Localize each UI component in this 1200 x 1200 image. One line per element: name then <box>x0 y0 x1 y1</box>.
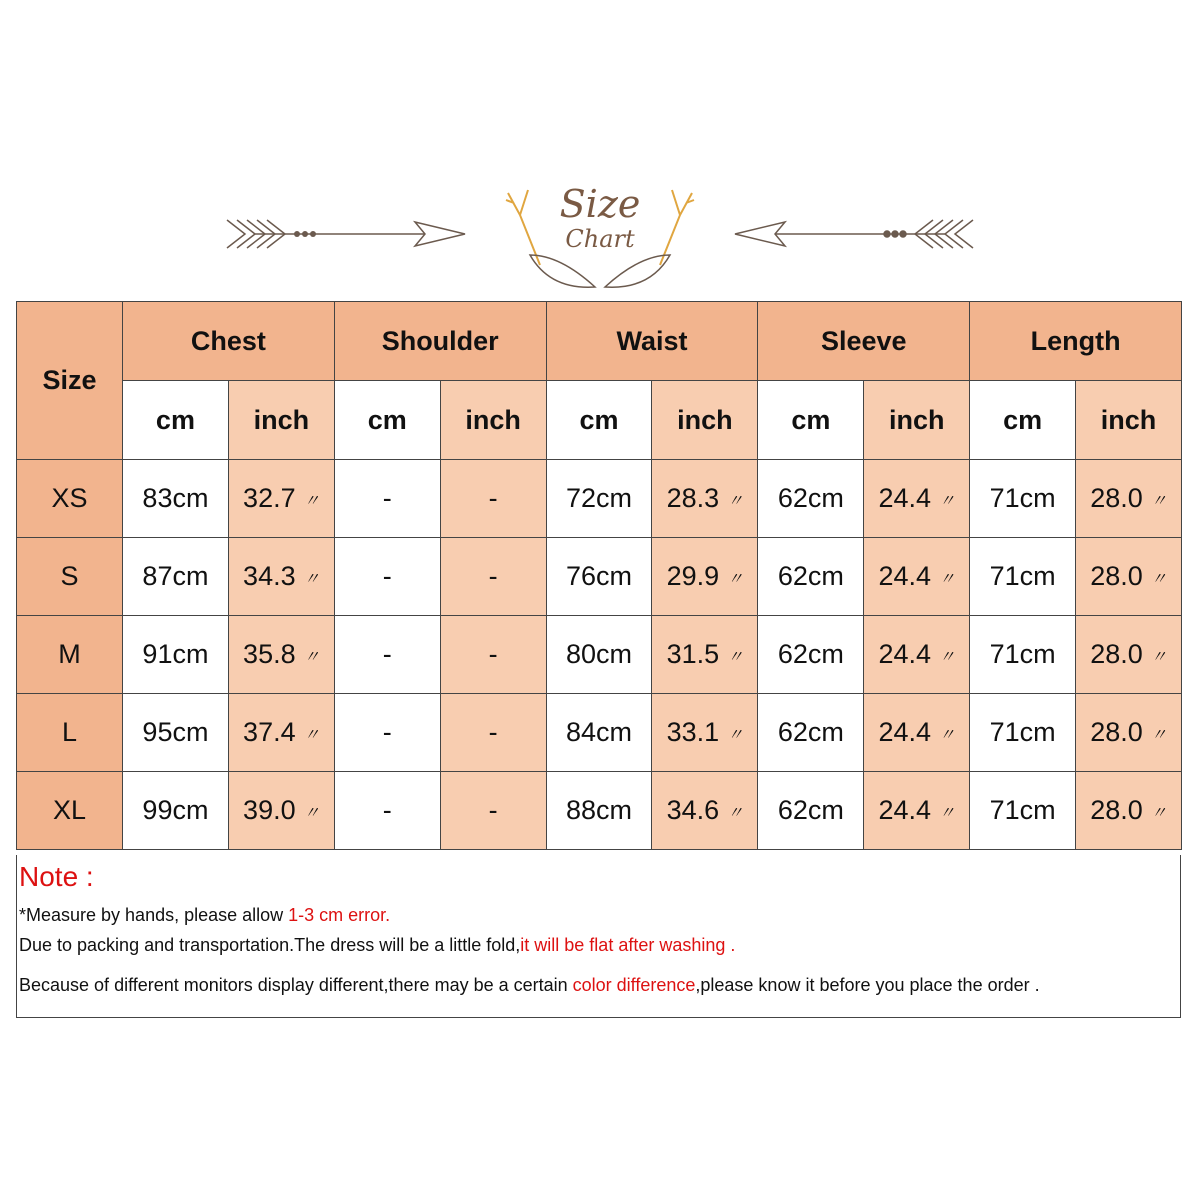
cell-value: 28.0 <box>1090 483 1143 513</box>
cm-cell <box>334 772 440 850</box>
cell-value: 24.4 <box>878 561 931 591</box>
table-row <box>17 538 1182 616</box>
inch-cell <box>652 772 758 850</box>
inch-mark: 〃 <box>939 805 956 823</box>
arrow-right-decoration <box>225 212 470 256</box>
cell-value: 28.0 <box>1090 561 1143 591</box>
inch-mark: 〃 <box>939 649 956 667</box>
svg-text:Size: Size <box>559 182 641 226</box>
inch-subheader: inch <box>864 381 970 460</box>
inch-subheader: inch <box>440 381 546 460</box>
table-row <box>17 616 1182 694</box>
note-highlight: 1-3 cm error. <box>288 905 391 925</box>
inch-mark: 〃 <box>939 571 956 589</box>
cell-value: - <box>488 639 498 669</box>
inch-cell <box>440 772 546 850</box>
arrow-left-decoration <box>730 212 975 256</box>
cm-cell <box>334 460 440 538</box>
cell-value: 71cm <box>989 639 1056 669</box>
cell-value: 32.7 <box>243 483 296 513</box>
inch-cell <box>1076 694 1182 772</box>
cell-value: 28.0 <box>1090 795 1143 825</box>
note-box <box>16 855 1181 1018</box>
size-label: XS <box>17 460 123 538</box>
inch-mark: 〃 <box>939 727 956 745</box>
cell-value: 62cm <box>777 717 844 747</box>
cell-value: 24.4 <box>878 717 931 747</box>
cell-value: 95cm <box>142 717 209 747</box>
cell-value: 31.5 <box>666 639 720 669</box>
inch-mark: 〃 <box>303 493 320 511</box>
cell-value: 35.8 <box>243 639 296 669</box>
note-text: Because of different monitors display different,there may be a certain <box>19 975 573 995</box>
inch-mark: 〃 <box>727 649 744 667</box>
cell-value: 28.0 <box>1090 717 1143 747</box>
inch-mark: 〃 <box>727 493 744 511</box>
cell-value: 71cm <box>989 795 1056 825</box>
svg-text:Chart: Chart <box>565 225 635 253</box>
cell-value: 62cm <box>777 483 844 513</box>
cm-subheader: cm <box>546 381 652 460</box>
note-highlight: color difference <box>572 975 696 995</box>
inch-mark: 〃 <box>303 649 320 667</box>
inch-mark: 〃 <box>1150 727 1167 745</box>
inch-mark: 〃 <box>303 805 320 823</box>
cell-value: 62cm <box>777 795 844 825</box>
waist-header: Waist <box>546 302 758 381</box>
cm-cell <box>123 616 229 694</box>
cm-cell <box>123 772 229 850</box>
cell-value: 71cm <box>989 561 1056 591</box>
cm-subheader: cm <box>334 381 440 460</box>
cm-cell <box>546 460 652 538</box>
cm-cell <box>123 694 229 772</box>
table-row <box>17 460 1182 538</box>
cell-value: 34.6 <box>666 795 720 825</box>
cm-cell <box>123 538 229 616</box>
antler-icon <box>500 175 700 295</box>
cell-value: 87cm <box>142 561 209 591</box>
cm-cell <box>970 616 1076 694</box>
cell-value: 76cm <box>566 561 633 591</box>
note-text: *Measure by hands, please allow <box>19 905 289 925</box>
inch-subheader: inch <box>652 381 758 460</box>
cell-value: - <box>488 561 498 591</box>
cell-value: 99cm <box>142 795 209 825</box>
cell-value: 37.4 <box>243 717 296 747</box>
inch-mark: 〃 <box>727 727 744 745</box>
inch-cell <box>228 538 334 616</box>
cell-value: 24.4 <box>878 795 931 825</box>
size-label: M <box>17 616 123 694</box>
inch-mark: 〃 <box>727 571 744 589</box>
cm-subheader: cm <box>123 381 229 460</box>
size-header: Size <box>17 302 123 460</box>
inch-cell <box>440 460 546 538</box>
cm-cell <box>546 538 652 616</box>
cell-value: 34.3 <box>243 561 296 591</box>
cm-cell <box>970 538 1076 616</box>
cm-cell <box>546 772 652 850</box>
inch-cell <box>652 616 758 694</box>
cm-cell <box>758 538 864 616</box>
cm-cell <box>758 460 864 538</box>
cm-cell <box>546 616 652 694</box>
cm-cell <box>758 616 864 694</box>
inch-cell <box>652 460 758 538</box>
inch-cell <box>1076 616 1182 694</box>
inch-cell <box>228 694 334 772</box>
inch-cell <box>864 616 970 694</box>
inch-cell <box>1076 460 1182 538</box>
cm-cell <box>546 694 652 772</box>
inch-mark: 〃 <box>1150 571 1167 589</box>
inch-mark: 〃 <box>303 571 320 589</box>
cm-cell <box>970 772 1076 850</box>
size-label: XL <box>17 772 123 850</box>
cm-cell <box>970 460 1076 538</box>
note-text: ,please know it before you place the order . <box>695 975 1040 995</box>
cm-cell <box>758 694 864 772</box>
size-chart-logo <box>500 175 700 295</box>
chest-header: Chest <box>123 302 335 381</box>
cell-value: 88cm <box>566 795 633 825</box>
cell-value: - <box>488 483 498 513</box>
cm-cell <box>123 460 229 538</box>
inch-cell <box>440 538 546 616</box>
cell-value: 80cm <box>566 639 633 669</box>
note-line-1 <box>19 905 390 926</box>
cm-subheader: cm <box>758 381 864 460</box>
cell-value: 62cm <box>777 639 844 669</box>
inch-mark: 〃 <box>1150 805 1167 823</box>
cell-value: - <box>382 561 392 591</box>
cm-cell <box>334 694 440 772</box>
cell-value: 33.1 <box>666 717 720 747</box>
sleeve-header: Sleeve <box>758 302 970 381</box>
inch-mark: 〃 <box>1150 493 1167 511</box>
cell-value: - <box>382 795 392 825</box>
inch-cell <box>864 460 970 538</box>
inch-cell <box>864 538 970 616</box>
cell-value: 72cm <box>566 483 633 513</box>
cell-value: - <box>382 483 392 513</box>
table-row <box>17 694 1182 772</box>
cell-value: 28.0 <box>1090 639 1143 669</box>
cell-value: - <box>488 717 498 747</box>
note-line-2 <box>19 935 735 956</box>
inch-cell <box>228 616 334 694</box>
inch-cell <box>652 694 758 772</box>
inch-cell <box>652 538 758 616</box>
cm-cell <box>334 616 440 694</box>
inch-mark: 〃 <box>1150 649 1167 667</box>
cell-value: - <box>488 795 498 825</box>
size-label: L <box>17 694 123 772</box>
cell-value: 29.9 <box>666 561 720 591</box>
table-row <box>17 772 1182 850</box>
cm-cell <box>334 538 440 616</box>
cell-value: 39.0 <box>243 795 296 825</box>
inch-cell <box>864 772 970 850</box>
inch-mark: 〃 <box>727 805 744 823</box>
cell-value: 24.4 <box>878 639 931 669</box>
cell-value: 84cm <box>566 717 633 747</box>
size-label: S <box>17 538 123 616</box>
cell-value: 71cm <box>989 717 1056 747</box>
note-line-3 <box>19 975 1040 996</box>
note-title: Note : <box>19 861 94 892</box>
cm-subheader: cm <box>970 381 1076 460</box>
cell-value: - <box>382 639 392 669</box>
inch-subheader: inch <box>1076 381 1182 460</box>
inch-mark: 〃 <box>939 493 956 511</box>
cell-value: 91cm <box>142 639 209 669</box>
shoulder-header: Shoulder <box>334 302 546 381</box>
inch-cell <box>1076 538 1182 616</box>
inch-cell <box>228 772 334 850</box>
inch-cell <box>228 460 334 538</box>
inch-cell <box>440 694 546 772</box>
cell-value: - <box>382 717 392 747</box>
inch-cell <box>1076 772 1182 850</box>
cell-value: 24.4 <box>878 483 931 513</box>
cell-value: 28.3 <box>666 483 720 513</box>
inch-mark: 〃 <box>303 727 320 745</box>
inch-cell <box>864 694 970 772</box>
cm-cell <box>970 694 1076 772</box>
note-text: Due to packing and transportation.The dress will be a little fold, <box>19 935 521 955</box>
cell-value: 83cm <box>142 483 209 513</box>
note-highlight: it will be flat after washing . <box>520 935 736 955</box>
cell-value: 62cm <box>777 561 844 591</box>
inch-cell <box>440 616 546 694</box>
length-header: Length <box>970 302 1182 381</box>
cell-value: 71cm <box>989 483 1056 513</box>
inch-subheader: inch <box>228 381 334 460</box>
cm-cell <box>758 772 864 850</box>
size-table <box>16 301 1182 850</box>
